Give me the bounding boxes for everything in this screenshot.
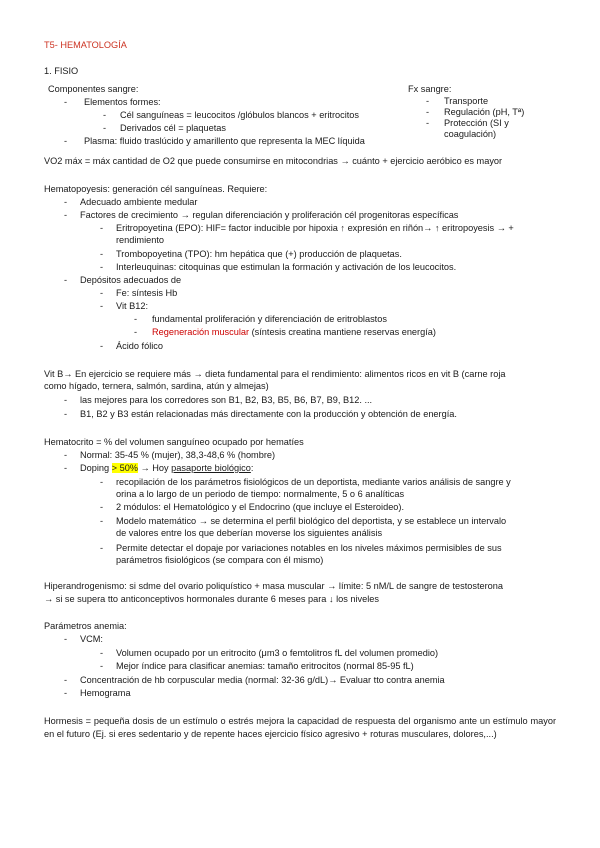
regeneracion-muscular-highlight: Regeneración muscular <box>152 327 250 337</box>
bullet-dash: - <box>100 223 104 233</box>
bullet-dash: - <box>103 110 107 120</box>
tpo: Trombopoyetina (TPO): hm hepática que (+) producción de plaquetas. <box>116 249 402 259</box>
hiperandrogenismo-line2: → si se supera tto anticonceptivos hormonales durante 6 meses para ↓ los niveles <box>44 594 380 604</box>
bullet-dash: - <box>64 395 68 405</box>
bullet-dash: - <box>100 477 104 487</box>
hematocrito-normal: Normal: 35-45 % (mujer), 38,3-48,6 % (hombre) <box>80 450 276 460</box>
interleuquinas: Interleuquinas: citoquinas que estimulan la formación y activación de los leucocitos. <box>116 262 457 272</box>
bullet-dash: - <box>64 463 68 473</box>
epo-line2: rendimiento <box>116 235 165 245</box>
componentes-heading: Componentes sangre: <box>48 84 139 94</box>
vitb-line1: Vit B→ En ejercicio se requiere más → dieta fundamental para el rendimiento: alimentos ricos en vit B (carne roja <box>44 369 506 379</box>
vitb-line2: como hígado, ternera, salmón, sardina, atún y almejas) <box>44 381 269 391</box>
section-heading-fisio: 1. FISIO <box>44 66 79 76</box>
doping-line <box>80 463 253 474</box>
bullet-dash: - <box>64 450 68 460</box>
ambiente-medular: Adecuado ambiente medular <box>80 197 198 207</box>
vcm-item2: Mejor índice para clasificar anemias: tamaño eritrocitos (normal 85-95 fL) <box>116 661 414 671</box>
fx-item: Regulación (pH, Tª) <box>444 107 525 117</box>
bullet-dash: - <box>100 262 104 272</box>
pasaporte-biologico: pasaporte biológico <box>171 463 251 473</box>
vcm-item1: Volumen ocupado por un eritrocito (μm3 o femtolitros fL del volumen promedio) <box>116 648 439 658</box>
acido-folico: Ácido fólico <box>116 341 163 351</box>
bullet-dash: - <box>426 118 430 128</box>
vitb-item2: B1, B2 y B3 están relacionadas más directamente con la producción y obtención de energía. <box>80 409 457 419</box>
bullet-dash: - <box>100 502 104 512</box>
chcm: Concentración de hb corpuscular media (normal: 32-36 g/dL)→ Evaluar tto contra anemia <box>80 675 445 685</box>
bullet-dash: - <box>64 275 68 285</box>
factores-crecimiento: Factores de crecimiento → regulan diferenciación y proliferación cél progenitoras específicas <box>80 210 459 220</box>
cel-sanguineas: Cél sanguíneas = leucocitos /glóbulos blancos + eritrocitos <box>120 110 360 120</box>
bullet-dash: - <box>426 96 430 106</box>
fx-item: Transporte <box>444 96 489 106</box>
b12-regeneracion <box>152 327 436 338</box>
pasaporte-sub3-line1: Modelo matemático → se determina el perfil biológico del deportista, y se establece un intervalo <box>116 516 507 526</box>
bullet-dash: - <box>100 301 104 311</box>
elementos-formes: Elementos formes: <box>84 97 161 107</box>
regeneracion-rest: (síntesis creatina mantiene reservas energía) <box>249 327 436 337</box>
bullet-dash: - <box>134 314 138 324</box>
bullet-dash: - <box>64 97 68 107</box>
fx-heading: Fx sangre: <box>408 84 452 94</box>
pasaporte-sub1-line2: orina a lo largo de un periodo de tiempo: normalmente, 5 o 6 analíticas <box>116 489 405 499</box>
bullet-dash: - <box>64 409 68 419</box>
bullet-dash: - <box>100 648 104 658</box>
bullet-dash: - <box>64 197 68 207</box>
bullet-dash: - <box>100 516 104 526</box>
bullet-dash: - <box>134 327 138 337</box>
anemia-heading: Parámetros anemia: <box>44 621 127 631</box>
hormesis-paragraph: Hormesis = pequeña dosis de un estímulo o estrés mejora la capacidad de respuesta del organismo ante un estímulo mayor en el futuro (Ej. si eres sedentario y de repente haces ejercicio físico agresivo + roturas musculares, dolores,...) <box>44 716 556 739</box>
hematopoyesis-heading: Hematopoyesis: generación cél sanguíneas. Requiere: <box>44 184 268 194</box>
bullet-dash: - <box>64 210 68 220</box>
pasaporte-sub4-line2: parámetros fisiológicos (se compara con él mismo) <box>116 555 324 565</box>
depositos: Depósitos adecuados de <box>80 275 182 285</box>
bullet-dash: - <box>100 249 104 259</box>
bullet-dash: - <box>100 341 104 351</box>
vo2-definition: VO2 máx = máx cantidad de O2 que puede consumirse en mitocondrias → cuánto + ejercicio aeróbico es mayor <box>44 156 503 166</box>
vit-b12: Vit B12: <box>116 301 149 311</box>
doping-threshold-highlight: > 50% <box>111 463 138 473</box>
bullet-dash: - <box>64 675 68 685</box>
doping-colon: : <box>250 463 254 473</box>
doping-label: Doping <box>80 463 112 473</box>
hiperandrogenismo-line1: Hiperandrogenismo: si sdme del ovario poliquístico + masa muscular → límite: 5 nM/L de sangre de testosterona <box>44 581 504 591</box>
pasaporte-sub3-line2: de valores entre los que deberían moverse los siguientes análisis <box>116 528 383 538</box>
fx-item: coagulación) <box>444 129 497 139</box>
vitb-item1: las mejores para los corredores son B1, B2, B3, B5, B6, B7, B9, B12. ... <box>80 395 373 405</box>
fx-item: Protección (SI y <box>444 118 509 128</box>
bullet-dash: - <box>64 136 68 146</box>
bullet-dash: - <box>103 123 107 133</box>
bullet-dash: - <box>100 661 104 671</box>
doping-arrow: → Hoy <box>137 463 172 473</box>
fe-sintesis: Fe: síntesis Hb <box>116 288 178 298</box>
vcm-label: VCM: <box>80 634 103 644</box>
hemograma: Hemograma <box>80 688 131 698</box>
pasaporte-sub4-line1: Permite detectar el dopaje por variaciones notables en los niveles máximos permisibles de sus <box>116 543 502 553</box>
epo-line1: Eritropoyetina (EPO): HIF= factor inducible por hipoxia ↑ expresión en riñón→ ↑ eritropoyesis → + <box>116 223 514 233</box>
pasaporte-sub2: 2 módulos: el Hematológico y el Endocrino (que incluye el Esteroideo). <box>116 502 405 512</box>
pasaporte-sub1-line1: recopilación de los parámetros fisiológicos de un deportista, mediante varios análisis de sangre y <box>116 477 511 487</box>
plasma: Plasma: fluido traslúcido y amarillento que representa la MEC líquida <box>84 136 365 146</box>
bullet-dash: - <box>100 543 104 553</box>
b12-proliferacion: fundamental proliferación y diferenciación de eritroblastos <box>152 314 387 324</box>
bullet-dash: - <box>100 288 104 298</box>
bullet-dash: - <box>64 634 68 644</box>
hematocrito-heading: Hematocrito = % del volumen sanguíneo ocupado por hematíes <box>44 437 304 447</box>
bullet-dash: - <box>426 107 430 117</box>
bullet-dash: - <box>64 688 68 698</box>
derivados: Derivados cél = plaquetas <box>120 123 226 133</box>
page-title: T5- HEMATOLOGÍA <box>44 40 127 50</box>
